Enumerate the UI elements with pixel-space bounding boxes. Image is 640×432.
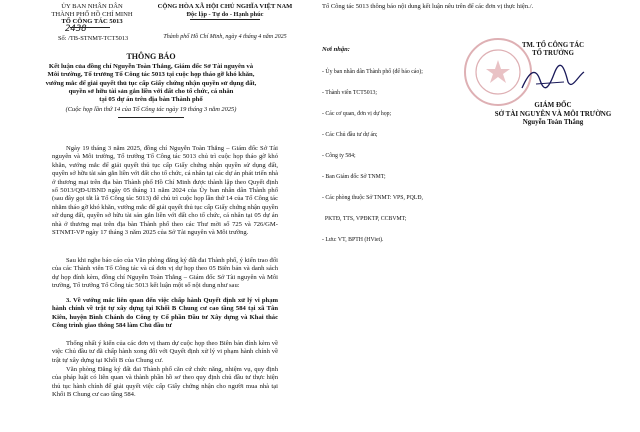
signer-name: Nguyễn Toàn Thắng bbox=[522, 118, 584, 127]
subtitle-line: vướng mắc để giải quyết thủ tục cấp Giấy chứng nhận quyền sử dụng đất, bbox=[45, 79, 257, 87]
national-title: CỘNG HÒA XÃ HỘI CHỦ NGHĨA VIỆT NAM bbox=[157, 3, 293, 10]
handwritten-signature-icon bbox=[518, 62, 588, 96]
recipient-item: PKTĐ, TTS, VPĐKTP, CCBVMT; bbox=[322, 216, 407, 222]
body-paragraph-1: Ngày 19 tháng 3 năm 2025, đồng chí Nguyễn Toàn Thắng – Giám đốc Sở Tài nguyên và Môi trường, Tổ trưởng Tổ Công tác 5013 chủ trì cuộc họp tháo gỡ khó khăn, vướng mắc để giải quyết thủ tục cấp Giấy chứng nhận quyền sử dụng đất, quyền sở hữu tài sản gắn liền với đất cho tổ chức, cá nhân tại các dự án phát triển nhà ở thương mại trên địa bàn Thành phố Hồ Chí Minh được thành lập theo Quyết định số 5013/QĐ-UBND ngày 05 tháng 11 năm 2024 của Ủy ban nhân dân Thành phố (sau đây gọi tắt là Tổ Công tác 5013) để chủ trì cuộc họp lần thứ 14 của Tổ Công tác nhằm tháo gỡ khó khăn, vướng mắc để giải quyết thủ tục cấp Giấy chứng nhận quyền sử dụng đất, quyền sở hữu tài sản gắn liền với đất cho tổ chức, cá nhân tại 05 dự án nhà ở thương mại trên địa bàn Thành phố theo các Thư mời số 725 và 726/GM-STNMT-VP ngày 17 tháng 3 năm 2025 của Sở Tài nguyên và Môi trường. bbox=[52, 145, 278, 237]
page-gap bbox=[302, 0, 318, 432]
section-heading: 3. Về vướng mắc liên quan đến việc chấp hành Quyết định xử lý vi phạm hành chính về trật tự xây dựng tại Khối B Chung cư cao tầng 584 tại xã Tân Kiên, huyện Bình Chánh do Công ty Cổ phần Đầu tư Xây dựng và Khai thác Công trình giao thông 584 làm Chủ đầu tư bbox=[52, 297, 278, 330]
recipient-item: - Các Chủ đầu tư dự án; bbox=[322, 132, 378, 138]
recipient-item: - Ủy ban nhân dân Thành phố (để báo cáo); bbox=[322, 69, 423, 75]
national-motto: Độc lập - Tự do - Hạnh phúc bbox=[186, 11, 264, 18]
subtitle-line: tại 05 dự án trên địa bàn Thành phố bbox=[99, 96, 203, 104]
document-page-1 bbox=[0, 0, 302, 432]
subtitle-line: quyền sở hữu tài sản gắn liền với đất cho tổ chức, cá nhân bbox=[68, 87, 234, 95]
body-paragraph-2: Sau khi nghe báo cáo của Văn phòng đăng ký đất đai Thành phố, ý kiến trao đổi của các Thành viên Tổ Công tác và cá đơn vị dự họp theo 05 Biên bản và danh sách dự họp đính kèm, đồng chí Nguyễn Toàn Thắng – Giám đốc Sở Tài nguyên và Môi trường, Tổ trưởng Tổ Công tác 5013 kết luận một số nội dung như sau: bbox=[52, 257, 278, 290]
subtitle-line: Kết luận của đồng chí Nguyễn Toàn Thắng, Giám đốc Sở Tài nguyên và bbox=[48, 63, 254, 70]
recipient-item: - Thành viên TCT5013; bbox=[322, 90, 378, 96]
recipient-item: - Lưu: VT, BPTH (HViet). bbox=[322, 237, 384, 243]
document-subtitle bbox=[20, 63, 282, 104]
document-number: Số: /TB-STNMT-TCT5013 bbox=[58, 35, 129, 42]
body-paragraph-4: Văn phòng Đăng ký đất đai Thành phố căn cứ chức năng, nhiệm vụ, quy định của pháp luật có liên quan và thành phần hồ sơ theo quy định chủ đầu tư thực hiện thủ tục hành chính để giải quyết việc cấp Giấy chứng nhận cho người mua nhà tại Khối B Chung cư cao tầng 584. bbox=[52, 366, 278, 399]
handwritten-doc-number: 2438 bbox=[65, 24, 87, 34]
issuer-line2: THÀNH PHỐ HỒ CHÍ MINH bbox=[51, 10, 133, 18]
recipient-item: - Các phòng thuộc Sở TNMT: VPS, PQLĐ, bbox=[322, 195, 423, 201]
issue-date: Thành phố Hồ Chí Minh, ngày 4 tháng 4 năm 2025 bbox=[163, 34, 287, 40]
closing-line: Tổ Công tác 5013 thông báo nội dung kết luận nêu trên để các đơn vị thực hiện./. bbox=[322, 3, 534, 10]
document-title: THÔNG BÁO bbox=[126, 52, 176, 61]
body-paragraph-3: Thống nhất ý kiến của các đơn vị tham dự cuộc họp theo Biên bản đính kèm về việc Chủ đầu tư đã chấp hành xong đối với Quyết định xử lý vi phạm hành chính về trật tự xây dựng tại Khối B của Chung cư. bbox=[52, 340, 278, 364]
recipient-item: - Công ty 584; bbox=[322, 153, 356, 159]
sign-title-1: TM. TỔ CÔNG TÁC bbox=[521, 42, 585, 49]
recipients-list bbox=[322, 55, 472, 258]
recipient-item: - Ban Giám đốc Sở TNMT; bbox=[322, 174, 386, 180]
issuer-line1: ỦY BAN NHÂN DÂN bbox=[61, 3, 123, 10]
national-header bbox=[150, 3, 300, 19]
title-divider bbox=[118, 117, 184, 118]
subtitle-line: Môi trường, Tổ trưởng Tổ Công tác 5013 tại cuộc họp tháo gỡ khó khăn, bbox=[47, 71, 255, 79]
signer-role-2: SỞ TÀI NGUYÊN VÀ MÔI TRƯỜNG bbox=[494, 109, 612, 118]
issuer-block bbox=[48, 3, 136, 26]
signer-block bbox=[478, 101, 628, 127]
issuer-line3: TỔ CÔNG TÁC 5013 bbox=[61, 18, 123, 26]
motto-underline bbox=[190, 19, 260, 20]
sign-title-2: TỔ TRƯỞNG bbox=[532, 50, 574, 57]
signer-role-1: GIÁM ĐỐC bbox=[534, 101, 572, 109]
document-page-2 bbox=[318, 0, 640, 432]
recipient-item: - Các cơ quan, đơn vị dự họp; bbox=[322, 111, 392, 117]
recipients-label: Nơi nhận: bbox=[322, 46, 350, 53]
meeting-note: (Cuộc họp lần thứ 14 của Tổ Công tác ngày 19 tháng 3 năm 2025) bbox=[65, 106, 237, 113]
